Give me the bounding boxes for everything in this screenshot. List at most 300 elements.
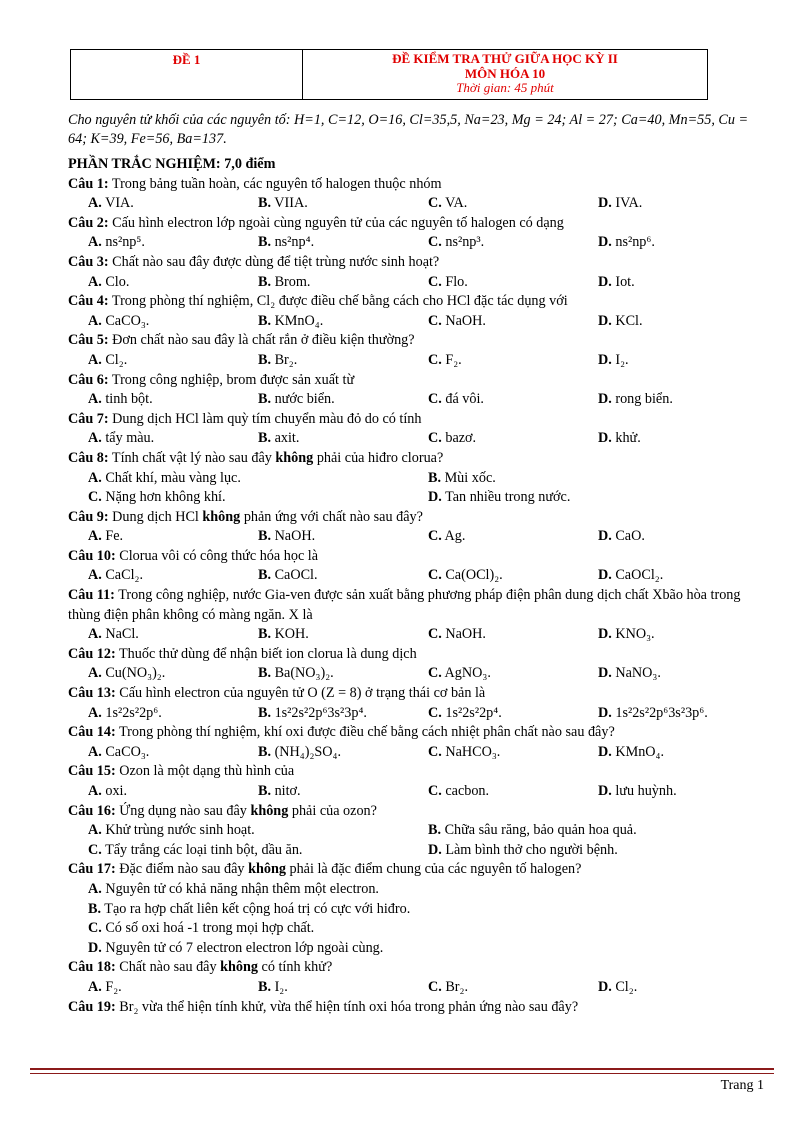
option-c <box>428 978 598 998</box>
option-b <box>258 233 428 253</box>
question-10 <box>68 547 773 567</box>
option-c <box>428 743 598 763</box>
option-text: ns²np⁶. <box>611 234 655 251</box>
option-letter: C. <box>428 430 442 447</box>
option-letter: D. <box>598 783 612 799</box>
option-c <box>428 625 598 645</box>
option-letter: A. <box>88 430 102 447</box>
option-letter: B. <box>258 195 272 212</box>
option-letter: B. <box>258 351 272 368</box>
question-text: Tính chất vật lý nào sau đây <box>108 449 276 466</box>
option-text: Br₂. <box>441 978 469 995</box>
question-label: Câu 11: <box>68 587 115 604</box>
option-text: NaOH. <box>441 626 486 643</box>
option-letter: B. <box>258 391 272 408</box>
option-letter: D. <box>598 391 612 408</box>
footer-rule-thin <box>30 1073 774 1074</box>
option-c <box>88 841 428 861</box>
question-label: Câu 13: <box>68 685 116 702</box>
option-letter: A. <box>88 783 102 799</box>
options-row <box>68 743 773 763</box>
question-text: Chất nào sau đây <box>115 959 221 976</box>
question-13 <box>68 684 773 704</box>
question-label: Câu 1: <box>68 175 109 192</box>
options-row <box>68 273 773 293</box>
option-text: F₂. <box>441 351 462 368</box>
question-text: Clorua vôi có công thức hóa học là <box>115 547 319 564</box>
option-letter: B. <box>258 743 272 760</box>
options-row <box>68 312 773 332</box>
option-text: Chất khí, màu vàng lục. <box>101 469 241 486</box>
option-text: IVA. <box>611 195 643 212</box>
option-a <box>88 312 258 332</box>
options-row <box>68 704 773 724</box>
option-a <box>88 821 428 841</box>
question-19 <box>68 998 773 1018</box>
exam-subject: MÔN HÓA 10 <box>464 65 546 81</box>
option-letter: B. <box>258 665 272 682</box>
option-text: AgNO₃. <box>441 665 491 682</box>
question-11 <box>68 586 773 625</box>
option-letter: A. <box>88 822 102 839</box>
option-b <box>258 566 428 586</box>
option-letter: B. <box>428 469 442 486</box>
option-letter: C. <box>428 312 442 329</box>
exam-title: ĐỀ KIỂM TRA THỬ GIỮA HỌC KỲ II <box>392 51 618 66</box>
option-text: Tan nhiều trong nước. <box>441 489 571 506</box>
option-letter: C. <box>428 704 442 721</box>
option-text: Cl₂. <box>611 978 638 995</box>
option-text: 1s²2s²2p⁴. <box>441 704 502 721</box>
option-a <box>88 233 258 253</box>
option-letter: C. <box>88 920 102 937</box>
option-letter: A. <box>88 978 102 995</box>
option-text: Ag. <box>441 528 466 545</box>
option-text: KCl. <box>611 312 643 329</box>
option-d <box>598 704 768 724</box>
option-text: 1s²2s²2p⁶3s²3p⁴. <box>271 704 367 721</box>
option-letter: C. <box>428 665 442 682</box>
footer-rule <box>30 1068 774 1070</box>
option-c <box>68 919 773 939</box>
option-letter: A. <box>88 704 102 721</box>
option-a <box>88 273 258 293</box>
question-label: Câu 10: <box>68 547 116 564</box>
option-letter: B. <box>258 430 272 447</box>
option-text: NaHCO₃. <box>441 743 501 760</box>
option-d <box>598 273 768 293</box>
option-text: CaO. <box>611 528 645 545</box>
option-c <box>428 704 598 724</box>
option-text: KNO₃. <box>611 626 655 643</box>
option-text: I₂. <box>611 351 629 368</box>
options-row <box>68 233 773 253</box>
options-row <box>68 821 773 841</box>
question-text: Thuốc thử dùng để nhận biết ion clorua là dung dịch <box>115 645 417 662</box>
question-text: Trong công nghiệp, brom được sản xuất từ <box>108 371 355 388</box>
question-text: Đơn chất nào sau đây là chất rắn ở điều kiện thường? <box>108 332 415 349</box>
question-2 <box>68 214 773 234</box>
option-a <box>88 194 258 214</box>
option-text: Mùi xốc. <box>441 469 496 486</box>
exam-header-box <box>70 49 708 100</box>
option-letter: A. <box>88 528 102 545</box>
option-letter: D. <box>598 978 612 995</box>
option-text: Fe. <box>101 528 124 545</box>
question-label: Câu 3: <box>68 253 109 270</box>
option-c <box>428 782 598 802</box>
option-text: CaCO₃. <box>101 312 150 329</box>
option-a <box>88 390 258 410</box>
question-label: Câu 16: <box>68 802 116 819</box>
question-label: Câu 7: <box>68 410 109 427</box>
option-text: ns²np⁴. <box>271 234 315 251</box>
question-text: Ứng dụng nào sau đây <box>115 802 251 819</box>
question-list <box>68 155 773 1017</box>
option-c <box>428 312 598 332</box>
section-title: PHẦN TRẮC NGHIỆM: 7,0 điểm <box>68 156 276 172</box>
option-text: Có số oxi hoá -1 trong mọi hợp chất. <box>101 920 315 937</box>
option-letter: D. <box>428 841 442 858</box>
option-text: bazơ. <box>441 430 477 447</box>
question-8 <box>68 449 773 469</box>
option-text: 1s²2s²2p⁶. <box>101 704 162 721</box>
question-text-end: phản ứng với chất nào sau đây? <box>240 508 423 525</box>
option-c <box>428 233 598 253</box>
question-emphasis: không <box>220 959 258 976</box>
question-text: Chất nào sau đây được dùng để tiệt trùng nước sinh hoạt? <box>108 253 440 270</box>
option-c <box>428 273 598 293</box>
option-text: Ba(NO₃)₂. <box>271 665 334 682</box>
option-c <box>88 488 428 508</box>
question-15 <box>68 762 773 782</box>
option-b <box>258 704 428 724</box>
option-letter: B. <box>258 783 272 799</box>
option-text: Tẩy trắng các loại tinh bột, dầu ăn. <box>101 841 303 858</box>
option-d <box>68 939 773 959</box>
option-letter: C. <box>428 567 442 584</box>
option-d <box>598 664 768 684</box>
question-1 <box>68 175 773 195</box>
option-text: KOH. <box>271 626 309 643</box>
exam-title-block <box>303 50 707 99</box>
option-text: Nguyên tử có 7 electron electron lớp ngoài cùng. <box>101 939 384 956</box>
option-letter: D. <box>598 430 612 447</box>
question-text: Trong bảng tuần hoàn, các nguyên tố halogen thuộc nhóm <box>108 175 442 192</box>
option-letter: C. <box>428 391 442 408</box>
option-text: ns²np⁵. <box>101 234 145 251</box>
option-letter: B. <box>258 273 272 290</box>
option-letter: D. <box>598 704 612 721</box>
option-text: NaNO₃. <box>611 665 661 682</box>
options-row <box>68 469 773 489</box>
question-text-end: phải là đặc điểm chung của các nguyên tố halogen? <box>285 861 582 878</box>
option-d <box>598 390 768 410</box>
option-text: nitơ. <box>271 783 301 799</box>
question-4 <box>68 292 773 312</box>
option-text: CaCl₂. <box>101 567 144 584</box>
options-row <box>68 194 773 214</box>
option-letter: C. <box>428 978 442 995</box>
option-d <box>428 488 768 508</box>
option-d <box>598 625 768 645</box>
options-row <box>68 429 773 449</box>
option-letter: A. <box>88 195 102 212</box>
question-text: Dung dịch HCl <box>108 508 203 525</box>
question-text: Dung dịch HCl làm quỳ tím chuyển màu đỏ do có tính <box>108 410 422 427</box>
question-emphasis: không <box>275 449 314 466</box>
question-emphasis: không <box>250 802 289 819</box>
option-b <box>258 194 428 214</box>
option-b <box>428 821 768 841</box>
option-a <box>88 469 428 489</box>
question-7 <box>68 410 773 430</box>
question-3 <box>68 253 773 273</box>
option-a <box>88 527 258 547</box>
question-label: Câu 8: <box>68 449 109 466</box>
option-letter: D. <box>598 626 612 643</box>
option-text: NaCl. <box>101 626 139 643</box>
option-text: nước biển. <box>271 391 335 408</box>
option-text: Br₂. <box>271 351 298 368</box>
option-d <box>598 527 768 547</box>
option-d <box>598 429 768 449</box>
option-letter: B. <box>258 704 272 721</box>
question-text: Trong phòng thí nghiệm, Cl₂ được điều chế bằng cách cho HCl đặc tác dụng với <box>108 293 568 310</box>
option-letter: C. <box>428 273 442 290</box>
option-text: Clo. <box>101 273 130 290</box>
option-b <box>258 664 428 684</box>
question-18 <box>68 958 773 978</box>
question-label: Câu 15: <box>68 763 116 780</box>
option-text: Chữa sâu răng, bảo quản hoa quả. <box>441 822 637 839</box>
option-a <box>68 880 773 900</box>
options-row <box>68 527 773 547</box>
question-6 <box>68 371 773 391</box>
option-text: Tạo ra hợp chất liên kết cộng hoá trị có cực với hiđro. <box>101 900 411 917</box>
option-letter: D. <box>598 234 612 251</box>
page-number: Trang 1 <box>720 1078 764 1093</box>
option-text: NaOH. <box>441 312 486 329</box>
option-a <box>88 704 258 724</box>
option-d <box>598 743 768 763</box>
option-letter: C. <box>88 489 102 506</box>
option-b <box>258 390 428 410</box>
exam-time: Thời gian: 45 phút <box>456 80 554 95</box>
option-letter: C. <box>428 743 442 760</box>
option-text: CaOCl₂. <box>611 567 664 584</box>
options-row <box>68 566 773 586</box>
option-d <box>598 978 768 998</box>
option-letter: C. <box>88 841 102 858</box>
option-a <box>88 429 258 449</box>
option-d <box>598 566 768 586</box>
option-text: CaCO₃. <box>101 743 150 760</box>
option-c <box>428 527 598 547</box>
option-letter: D. <box>598 528 612 545</box>
option-text: (NH₄)₂SO₄. <box>271 743 342 760</box>
option-letter: D. <box>598 743 612 760</box>
question-text-end: có tính khử? <box>257 959 333 976</box>
exam-code: ĐỀ 1 <box>71 50 303 99</box>
option-letter: B. <box>258 312 272 329</box>
option-b <box>428 469 768 489</box>
question-17 <box>68 860 773 880</box>
options-row <box>68 488 773 508</box>
option-a <box>88 625 258 645</box>
option-letter: C. <box>428 528 442 545</box>
option-d <box>598 312 768 332</box>
question-label: Câu 17: <box>68 861 116 878</box>
option-text: VIA. <box>101 195 134 212</box>
option-letter: A. <box>88 391 102 408</box>
option-text: khử. <box>611 430 641 447</box>
option-text: Cu(NO₃)₂. <box>101 665 166 682</box>
option-c <box>428 194 598 214</box>
option-letter: B. <box>258 567 272 584</box>
options-row <box>68 664 773 684</box>
option-d <box>598 194 768 214</box>
option-b <box>258 351 428 371</box>
question-label: Câu 9: <box>68 508 109 525</box>
option-text: ns²np³. <box>441 234 485 251</box>
option-text: Cl₂. <box>101 351 128 368</box>
question-label: Câu 14: <box>68 724 116 741</box>
option-letter: A. <box>88 312 102 329</box>
question-16 <box>68 802 773 822</box>
question-text-end: phải của hiđro clorua? <box>313 449 444 466</box>
option-text: 1s²2s²2p⁶3s²3p⁶. <box>611 704 708 721</box>
question-emphasis: không <box>202 508 241 525</box>
option-letter: B. <box>88 900 102 917</box>
option-letter: C. <box>428 783 442 799</box>
option-letter: D. <box>598 312 612 329</box>
option-d <box>598 233 768 253</box>
question-text: Trong phòng thí nghiệm, khí oxi được điều chế bằng cách nhiệt phân chất nào sau đây? <box>115 724 615 741</box>
option-text: Ca(OCl)₂. <box>441 567 503 584</box>
option-text: Flo. <box>441 273 468 290</box>
question-text-end: phải của ozon? <box>288 802 377 819</box>
question-text: Trong công nghiệp, nước Gia-ven được sản xuất bằng phương pháp điện phân dung dịch chất Xbão hòa trong thùng điện phân không có màng ngăn. X là <box>68 587 741 623</box>
option-c <box>428 566 598 586</box>
question-text: Cấu hình electron của nguyên tử O (Z = 8) ở trạng thái cơ bản là <box>115 685 486 702</box>
option-c <box>428 351 598 371</box>
option-d <box>428 841 768 861</box>
options-row <box>68 351 773 371</box>
option-letter: A. <box>88 626 102 643</box>
option-letter: C. <box>428 351 442 368</box>
option-a <box>88 664 258 684</box>
option-b <box>258 782 428 802</box>
option-text: NaOH. <box>271 528 316 545</box>
option-letter: A. <box>88 567 102 584</box>
option-letter: A. <box>88 665 102 682</box>
options-row <box>68 625 773 645</box>
option-b <box>258 273 428 293</box>
option-b <box>258 312 428 332</box>
option-text: cacbon. <box>441 783 490 799</box>
option-letter: A. <box>88 273 102 290</box>
option-letter: D. <box>598 665 612 682</box>
option-b <box>258 743 428 763</box>
option-letter: B. <box>258 234 272 251</box>
option-text: Nặng hơn không khí. <box>101 489 226 506</box>
option-text: VIIA. <box>271 195 308 212</box>
option-a <box>88 351 258 371</box>
option-text: Brom. <box>271 273 311 290</box>
option-text: rong biển. <box>611 391 673 408</box>
option-letter: A. <box>88 743 102 760</box>
question-text: Đặc điểm nào sau đây <box>115 861 249 878</box>
option-b <box>258 978 428 998</box>
option-text: oxi. <box>101 783 128 799</box>
option-text: VA. <box>441 195 468 212</box>
option-b <box>68 900 773 920</box>
option-text: KMnO₄. <box>611 743 665 760</box>
question-label: Câu 6: <box>68 371 109 388</box>
option-c <box>428 429 598 449</box>
option-text: CaOCl. <box>271 567 318 584</box>
option-letter: D. <box>598 567 612 584</box>
option-text: axit. <box>271 430 300 447</box>
option-letter: C. <box>428 626 442 643</box>
option-text: I₂. <box>271 978 288 995</box>
option-b <box>258 625 428 645</box>
option-letter: C. <box>428 234 442 251</box>
option-letter: D. <box>598 351 612 368</box>
option-a <box>88 566 258 586</box>
question-emphasis: không <box>248 861 286 878</box>
option-a <box>88 978 258 998</box>
option-c <box>428 664 598 684</box>
option-letter: C. <box>428 195 442 212</box>
option-text: Làm bình thở cho người bệnh. <box>441 841 618 858</box>
option-c <box>428 390 598 410</box>
option-text: F₂. <box>101 978 122 995</box>
option-text: Nguyên tử có khả năng nhận thêm một electron. <box>101 880 379 897</box>
question-text: Cấu hình electron lớp ngoài cùng nguyên tử của các nguyên tố halogen có dạng <box>108 214 564 231</box>
options-row <box>68 978 773 998</box>
question-label: Câu 19: <box>68 998 116 1015</box>
option-a <box>88 782 258 802</box>
option-b <box>258 429 428 449</box>
question-text: Ozon là một dạng thù hình của <box>115 763 295 780</box>
option-letter: D. <box>598 195 612 212</box>
atomic-masses-note: Cho nguyên tử khối của các nguyên tố: H=1, C=12, O=16, Cl=35,5, Na=23, Mg = 24; Al = 27; Ca=40, Mn=55, Cu = 64; K=39, Fe=56, Ba=137. <box>68 112 749 147</box>
option-letter: B. <box>258 626 272 643</box>
option-letter: A. <box>88 351 102 368</box>
question-label: Câu 12: <box>68 645 116 662</box>
option-letter: A. <box>88 880 102 897</box>
option-letter: A. <box>88 469 102 486</box>
option-text: đá vôi. <box>441 391 484 408</box>
option-text: Iot. <box>611 273 635 290</box>
question-text: Br₂ vừa thể hiện tính khử, vừa thể hiện tính oxi hóa trong phản ứng nào sau đây? <box>115 998 579 1015</box>
question-label: Câu 18: <box>68 959 116 976</box>
option-letter: D. <box>88 939 102 956</box>
option-a <box>88 743 258 763</box>
question-label: Câu 5: <box>68 332 109 349</box>
option-letter: A. <box>88 234 102 251</box>
question-label: Câu 2: <box>68 214 109 231</box>
question-14 <box>68 723 773 743</box>
option-text: KMnO₄. <box>271 312 324 329</box>
option-text: lưu huỳnh. <box>611 783 677 799</box>
option-d <box>598 351 768 371</box>
option-letter: D. <box>428 489 442 506</box>
options-row <box>68 841 773 861</box>
option-d <box>598 782 768 802</box>
